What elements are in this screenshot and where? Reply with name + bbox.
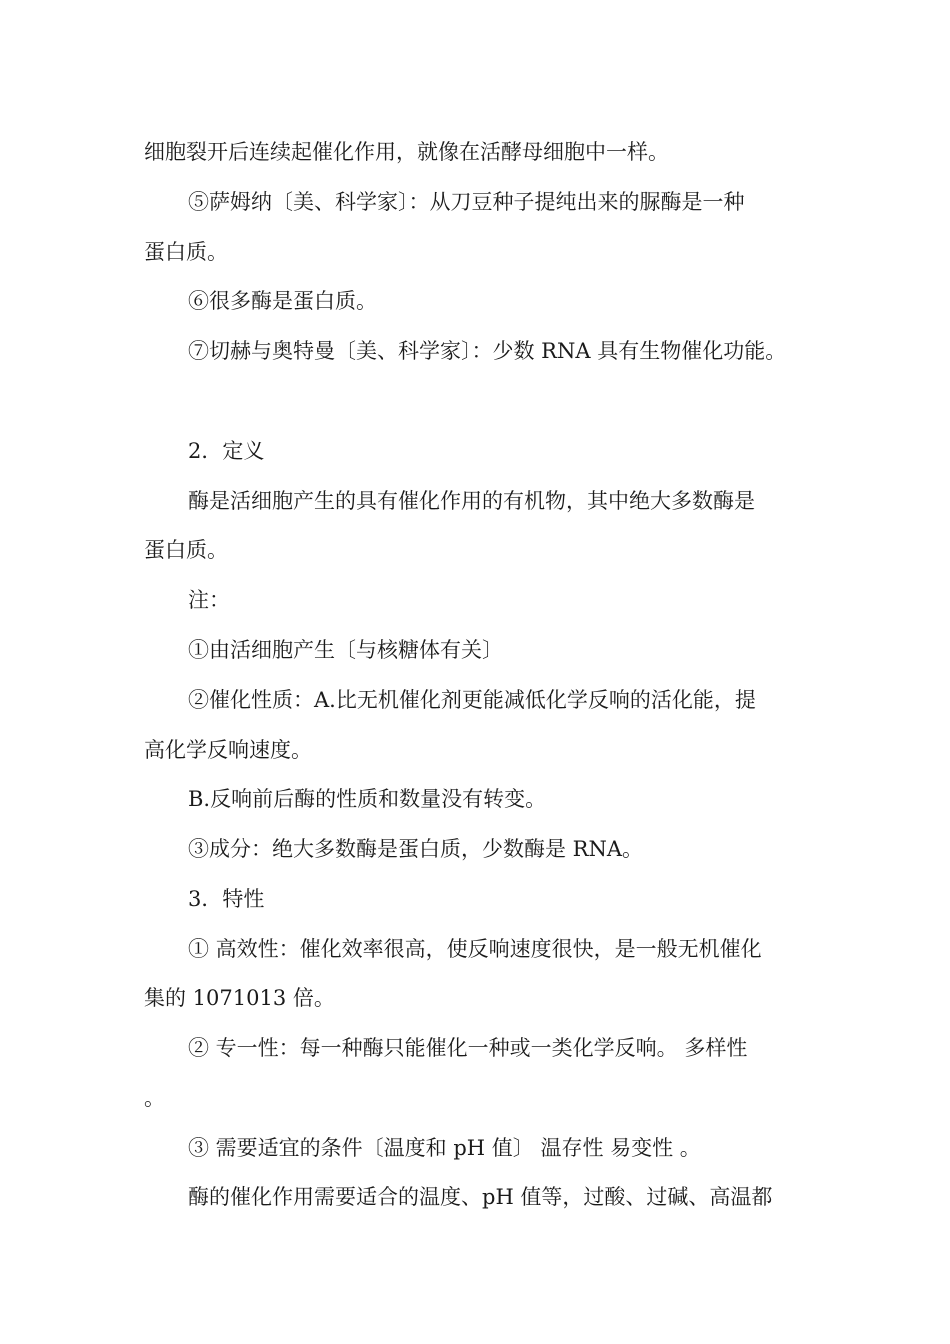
section-heading: 3．特性	[188, 887, 265, 911]
paragraph-line: 集的 1071013 倍。	[144, 986, 335, 1010]
paragraph-line: 注：	[188, 588, 230, 612]
paragraph-line: 蛋白质。	[144, 240, 228, 264]
paragraph-line: ① 高效性：催化效率很高，使反响速度很快，是一般无机催化	[188, 937, 762, 961]
paragraph-line: 细胞裂开后连续起催化作用，就像在活酵母细胞中一样。	[144, 140, 669, 164]
paragraph-line: B.反响前后酶的性质和数量没有转变。	[188, 787, 547, 811]
paragraph-line: 蛋白质。	[144, 538, 228, 562]
paragraph-line: 酶的催化作用需要适合的温度、pH 值等，过酸、过碱、高温都	[188, 1185, 773, 1209]
paragraph-line: 酶是活细胞产生的具有催化作用的有机物，其中绝大多数酶是	[188, 489, 755, 513]
paragraph-line: 高化学反响速度。	[144, 738, 312, 762]
paragraph-line: ③成分：绝大多数酶是蛋白质，少数酶是 RNA。	[188, 837, 644, 861]
paragraph-line: ②催化性质：A.比无机催化剂更能减低化学反响的活化能，提	[188, 688, 756, 712]
paragraph-line: ①由活细胞产生〔与核糖体有关〕	[188, 638, 503, 662]
paragraph-line: ② 专一性：每一种酶只能催化一种或一类化学反响。 多样性	[188, 1036, 748, 1060]
section-heading: 2．定义	[188, 439, 265, 463]
paragraph-line: ③ 需要适宜的条件〔温度和 pH 值〕 温存性 易变性 。	[188, 1136, 701, 1160]
paragraph-line: ⑦切赫与奥特曼〔美、科学家〕：少数 RNA 具有生物催化功能。	[188, 339, 787, 363]
paragraph-line: ⑤萨姆纳〔美、科学家〕：从刀豆种子提纯出来的脲酶是一种	[188, 190, 745, 214]
paragraph-line: ⑥很多酶是蛋白质。	[188, 289, 377, 313]
paragraph-line: 。	[144, 1086, 165, 1110]
